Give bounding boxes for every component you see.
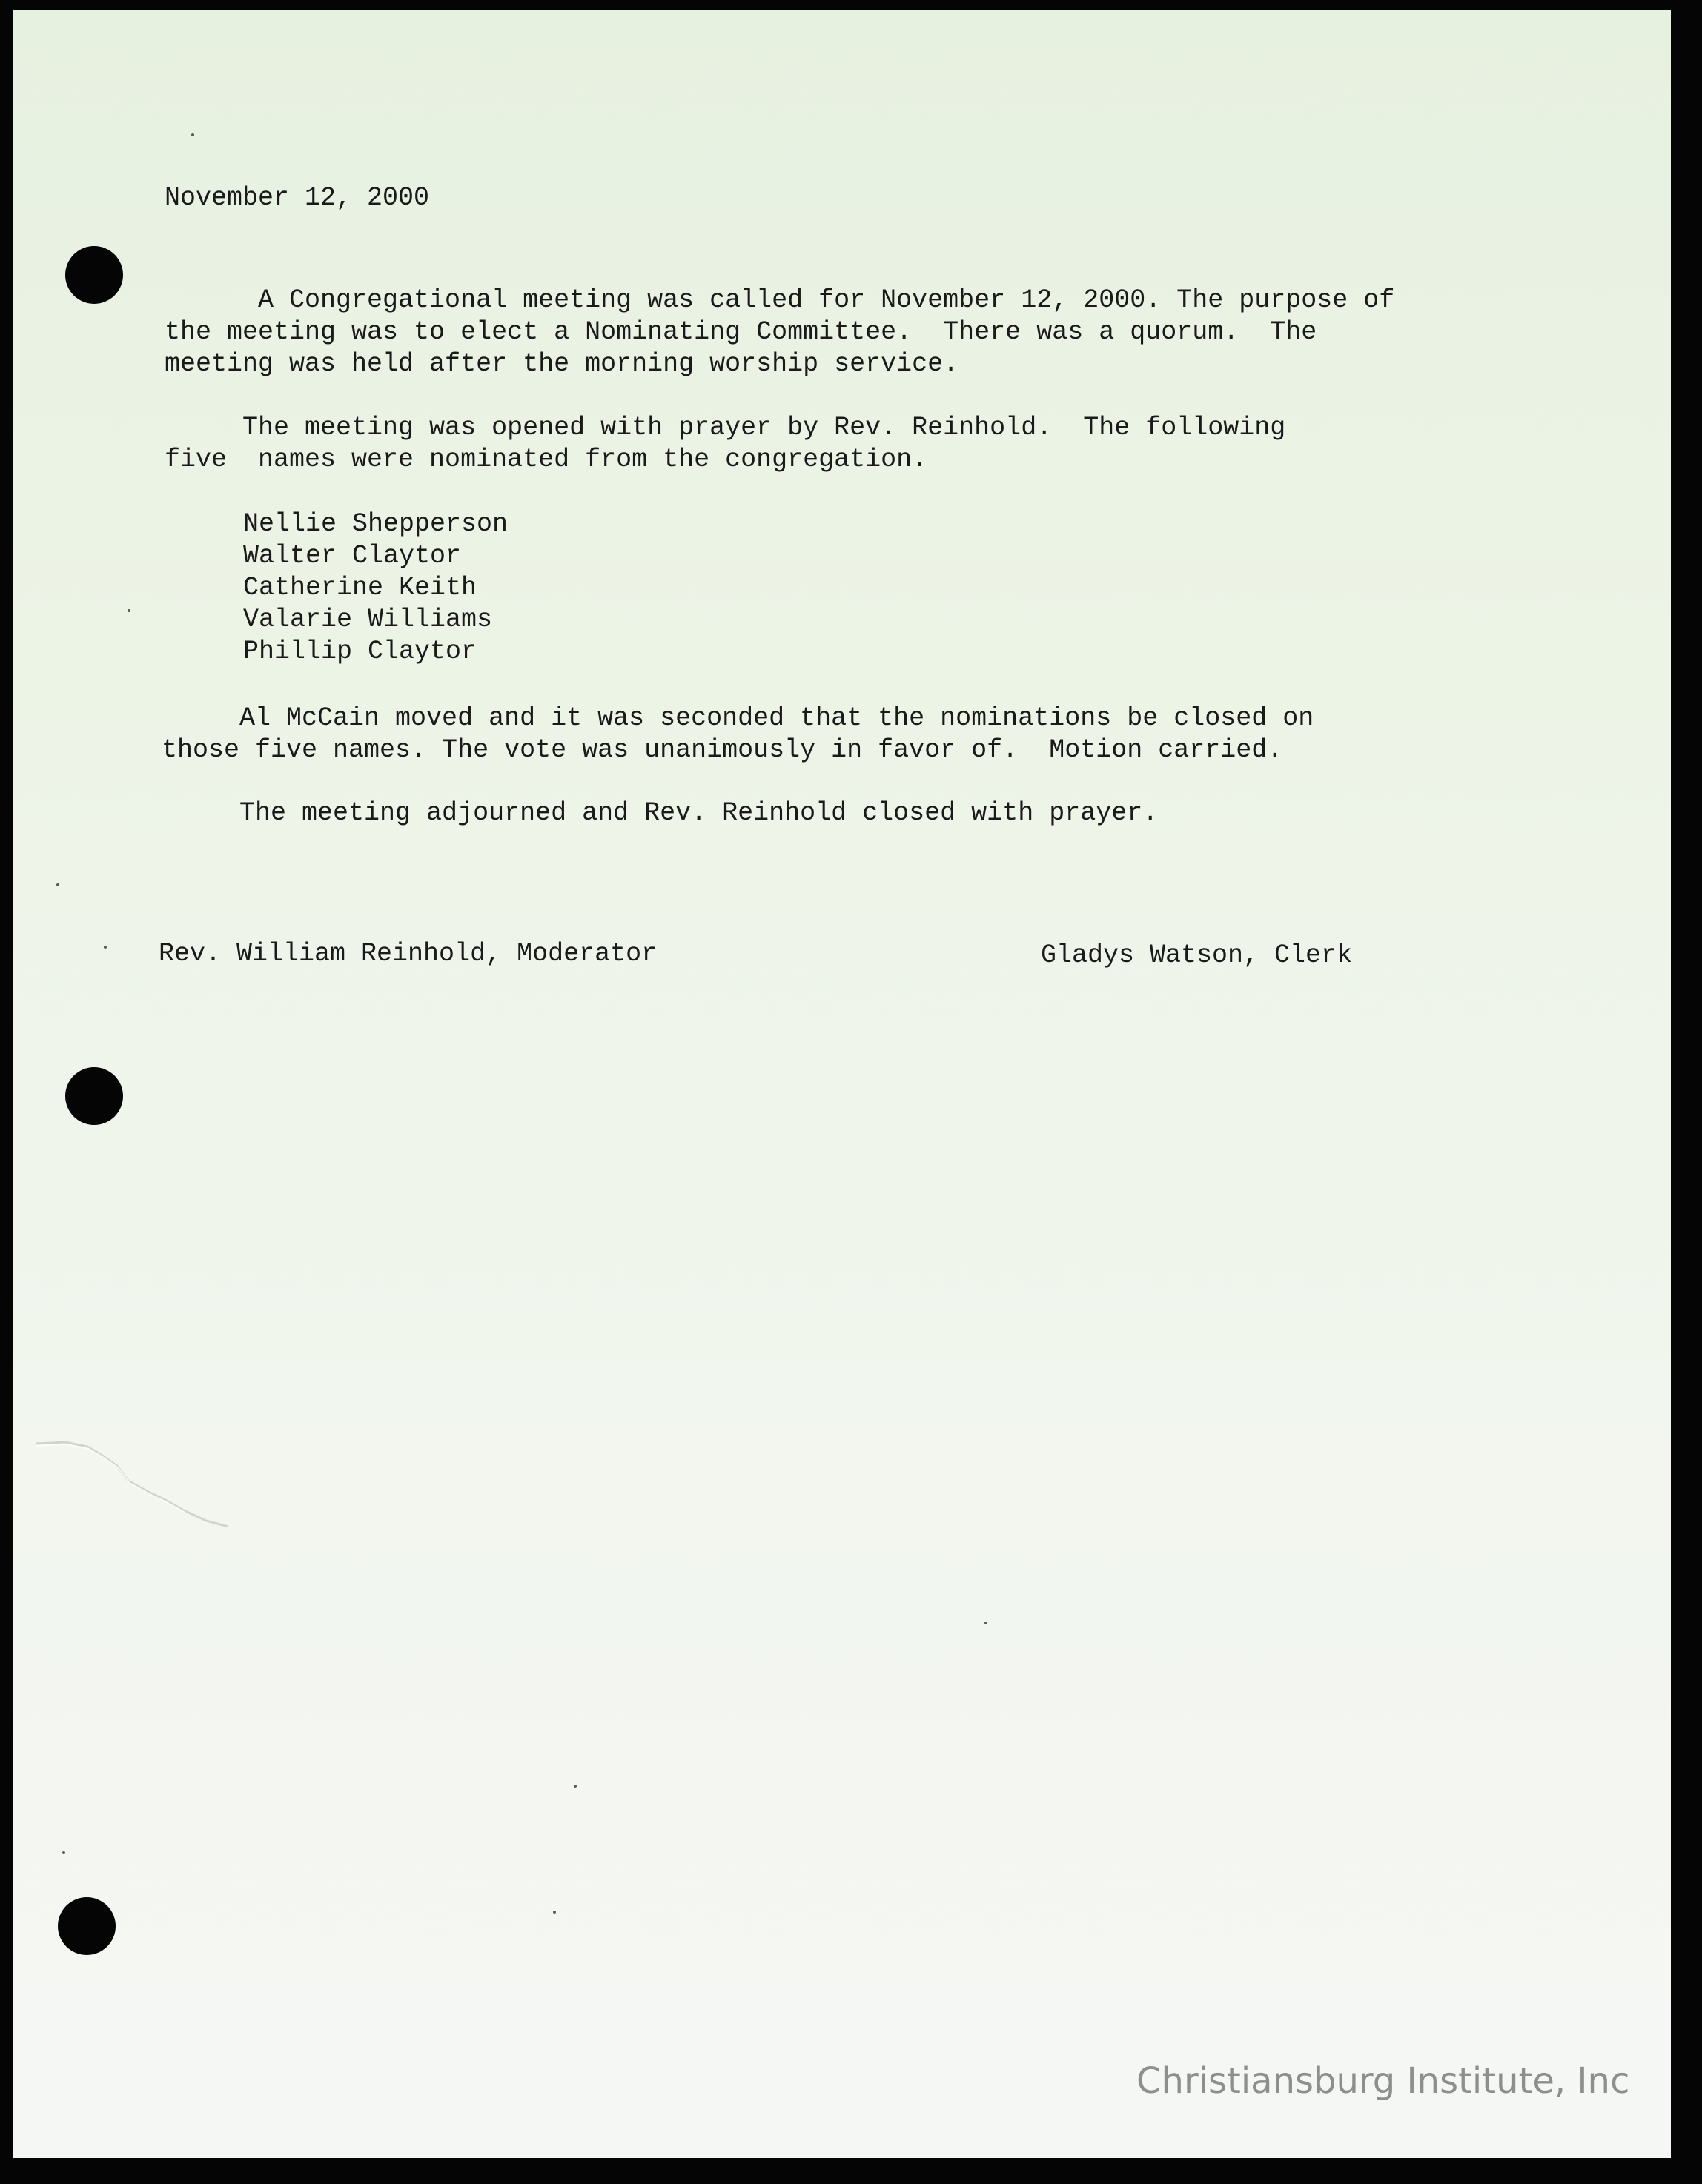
meeting-opening-paragraph: The meeting was opened with prayer by Rev. Reinhold. The following five names were nominated from the congregation. [165, 413, 1286, 474]
speck [128, 609, 130, 612]
speck [191, 133, 194, 136]
nominee-name: Walter Claytor [243, 541, 462, 571]
punch-hole-middle [65, 1067, 123, 1125]
adjournment-paragraph: The meeting adjourned and Rev. Reinhold closed with prayer. [162, 798, 1159, 828]
speck [553, 1911, 556, 1914]
nominee-name: Valarie Williams [243, 605, 493, 634]
speck [984, 1622, 987, 1624]
document-date: November 12, 2000 [165, 183, 430, 213]
archive-watermark: Christiansburg Institute, Inc [1136, 2060, 1630, 2102]
speck [104, 946, 107, 949]
speck [56, 883, 59, 886]
clerk-signature-line: Gladys Watson, Clerk [1041, 940, 1353, 970]
speck [62, 1851, 65, 1854]
nominee-name: Phillip Claytor [243, 637, 477, 666]
punch-hole-bottom [58, 1897, 116, 1955]
moderator-signature-line: Rev. William Reinhold, Moderator [159, 939, 658, 969]
nominee-name: Catherine Keith [243, 573, 477, 603]
motion-paragraph: Al McCain moved and it was seconded that the nominations be closed on those five names. The vote was unanimously in favor of. Motion carried. [162, 703, 1314, 765]
nominee-name: Nellie Shepperson [243, 509, 509, 539]
punch-hole-top [65, 246, 123, 304]
speck [574, 1785, 577, 1788]
paper-crease [36, 1439, 251, 1528]
meeting-purpose-paragraph: A Congregational meeting was called for November 12, 2000. The purpose of the meeting was to elect a Nominating Committee. There was a quorum. The meeting was held after the morning worship service. [165, 285, 1395, 379]
